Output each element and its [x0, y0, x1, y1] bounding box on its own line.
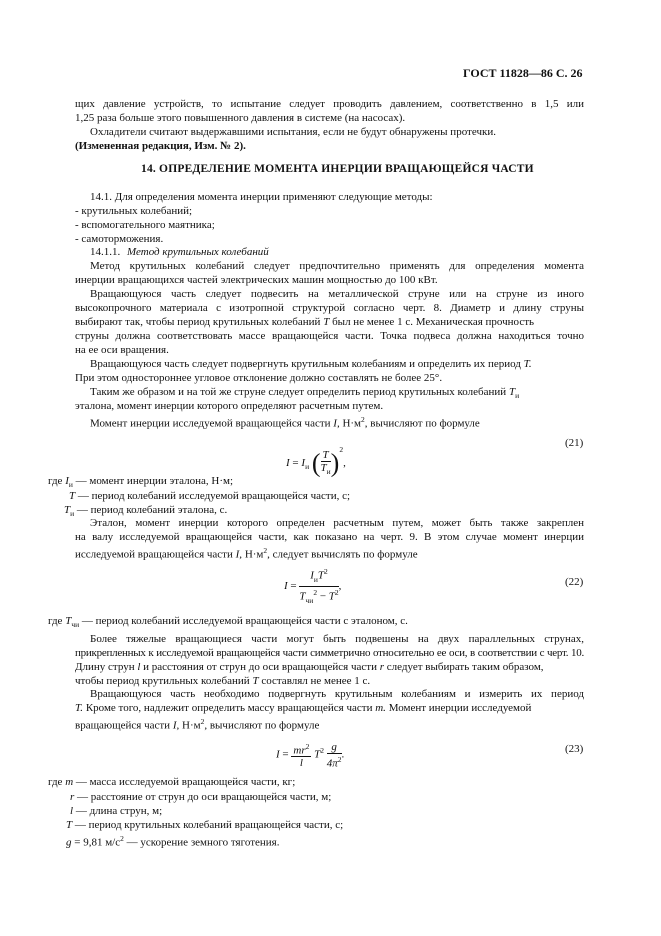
text-span: где — [48, 776, 63, 788]
symbol-m: m. — [375, 702, 386, 714]
equation-23 — [276, 733, 344, 769]
text-line: прикрепленных к исследуемой вращающейся части симметрично относительно ее оси, в соответствии с черт. 10. — [75, 647, 584, 659]
superscript: 2 — [120, 834, 124, 843]
symbol-I: I — [65, 475, 69, 487]
clause-title: Метод крутильных колебаний — [127, 246, 269, 258]
eq-symbol: I — [276, 748, 280, 761]
eq-numerator: g — [327, 741, 342, 754]
symbol-m: m — [65, 776, 74, 788]
eq-denominator — [299, 587, 338, 607]
eq-superscript: 2 — [324, 567, 328, 576]
text-span: выбирают так, чтобы период крутильных колебаний — [75, 316, 321, 328]
definition-line — [48, 775, 295, 789]
equation-22 — [284, 566, 342, 605]
text-span: чтобы период крутильных колебаний — [75, 675, 250, 687]
eq-superscript: 2 — [339, 445, 344, 454]
symbol-T: T — [66, 819, 73, 831]
eq-fraction — [327, 741, 342, 770]
text-span: — длина струн, м; — [75, 805, 163, 817]
symbol-T: T — [69, 490, 76, 502]
eq-numerator: T — [321, 449, 331, 462]
amendment-note: (Измененная редакция, Изм. № 2). — [75, 140, 246, 152]
symbol-T: T — [323, 316, 330, 328]
symbol-T: T. — [523, 358, 532, 370]
clause-14-1: 14.1. Для определения момента инерции применяют следующие методы: — [90, 191, 433, 203]
unit: Н·м — [244, 548, 264, 561]
eq-denominator — [321, 462, 331, 478]
symbol-r: r — [379, 661, 385, 673]
section-heading: 14. ОПРЕДЕЛЕНИЕ МОМЕНТА ИНЕРЦИИ ВРАЩАЮЩЕЙСЯ ЧАСТИ — [141, 163, 534, 175]
eq-fraction — [299, 566, 338, 607]
eq-subscript: и — [326, 467, 331, 477]
eq-subscript: и — [313, 574, 318, 584]
text-span: = 9,81 м/с — [74, 836, 121, 849]
text-span: , следует вычислять по формуле — [267, 548, 418, 561]
text-span: Вращающуюся часть следует подвергнуть крутильным колебаниям и определить их период — [90, 358, 521, 370]
text-line: 1,25 раза больше этого повышенного давления в системе (на насосах). — [75, 112, 406, 124]
eq-operator: = — [292, 457, 299, 469]
eq-symbol: T — [299, 590, 306, 603]
text-span: — период колебаний исследуемой вращающейся части с эталоном, с. — [81, 615, 408, 627]
eq-symbol: 4π — [326, 757, 338, 770]
subscript: и — [515, 391, 520, 401]
text-line: При этом одностороннее угловое отклонение должно составлять не более 25°. — [75, 372, 443, 384]
eq-symbol: mr — [293, 744, 306, 757]
definition-line — [70, 804, 162, 818]
eq-symbol: T — [328, 590, 335, 603]
subscript: чи — [71, 620, 80, 630]
text-span: составлял не менее 1 с. — [261, 675, 371, 687]
eq-punct: . — [341, 748, 345, 761]
eq-fraction — [291, 741, 311, 770]
clause-14-1-1 — [90, 245, 269, 259]
text-span: , вычисляют по формуле — [204, 719, 320, 732]
symbol-T: T — [508, 386, 516, 398]
text-line: Охладители считают выдержавшими испытания, если не будут обнаружены протечки. — [90, 126, 496, 138]
definition-line — [48, 614, 408, 632]
text-line — [75, 544, 418, 562]
text-span: — масса исследуемой вращающейся части, кг; — [75, 776, 296, 788]
eq-superscript: 2 — [337, 754, 342, 764]
text-span: и расстояния от струн до оси вращающейся части — [143, 661, 377, 673]
eq-punct: , — [338, 579, 342, 592]
definition-line — [66, 832, 279, 850]
text-span: Таким же образом и на той же струне следует определить период крутильных колебаний — [90, 386, 507, 398]
text-line: Вращающуюся часть следует подвесить на металлической струне или на струне из иного — [90, 288, 584, 300]
text-span: где — [48, 475, 63, 487]
subscript: и — [70, 509, 75, 519]
eq-denominator: l — [299, 757, 303, 770]
symbol-T: T — [64, 504, 71, 516]
definition-line — [70, 790, 331, 804]
symbol-r: r — [70, 791, 75, 803]
text-line: Более тяжелые вращающиеся части могут быть подвешены на двух параллельных струнах, — [90, 633, 584, 645]
symbol-T: T — [65, 615, 72, 627]
text-line: на ее оси вращения. — [75, 344, 169, 356]
equation-number: (21) — [565, 437, 584, 449]
right-paren: ) — [330, 448, 340, 478]
text-span: — период крутильных колебаний вращающейся части, с; — [74, 819, 344, 831]
eq-subscript: и — [305, 462, 310, 472]
text-span: Момент инерции исследуемой — [388, 702, 532, 714]
unit: Н·м — [182, 719, 201, 732]
text-span: — момент инерции эталона, Н·м; — [75, 475, 234, 487]
text-line: инерции вращающихся частей электрических машин мощностью до 100 кВт. — [75, 274, 438, 286]
eq-fraction — [321, 449, 331, 478]
text-line: струны должна соответствовать массе вращающейся части. Точка подвеса должна находиться точно — [75, 330, 584, 342]
text-span: где — [48, 615, 63, 627]
symbol-l: l — [137, 661, 141, 673]
text-line: эталона, момент инерции которого определяют расчетным путем. — [75, 400, 384, 412]
symbol-I: I, — [333, 417, 340, 430]
page-header: ГОСТ 11828—86 С. 26 — [463, 66, 583, 80]
equation-21 — [286, 430, 346, 478]
text-span: исследуемой вращающейся части — [75, 548, 233, 561]
eq-symbol: T — [314, 748, 321, 761]
eq-superscript: 2 — [320, 746, 324, 755]
text-span: Длину струн — [75, 661, 135, 673]
text-line — [75, 315, 534, 329]
text-span: был не менее 1 с. Механическая прочность — [332, 316, 535, 328]
text-line: Эталон, момент инерции которого определен расчетным путем, может быть также закреплен — [90, 517, 584, 529]
text-span: — период колебаний исследуемой вращающейся части, с; — [77, 490, 351, 502]
text-line — [75, 674, 370, 688]
eq-symbol: I — [284, 579, 288, 592]
eq-superscript: 2 — [313, 587, 318, 597]
eq-superscript: 2 — [334, 587, 339, 597]
equation-number: (23) — [565, 743, 584, 755]
text-span: Кроме того, надлежит определить массу вращающейся части — [85, 702, 373, 714]
eq-symbol: T — [317, 569, 325, 582]
left-paren: ( — [311, 448, 321, 478]
text-span: — период колебаний эталона, с. — [76, 504, 228, 516]
symbol-T: T — [252, 675, 259, 687]
symbol-g: g — [66, 836, 72, 849]
eq-punct: , — [343, 457, 346, 469]
eq-operator: = — [282, 748, 289, 761]
list-item: - вспомогательного маятника; — [75, 219, 215, 231]
text-span: следует выбирать таким образом, — [386, 661, 544, 673]
text-span: Момент инерции исследуемой вращающейся части — [90, 417, 331, 430]
list-item: - крутильных колебаний; — [75, 205, 193, 217]
eq-symbol: I — [310, 569, 314, 582]
text-line — [90, 357, 532, 371]
text-line — [75, 701, 531, 715]
eq-operator: − — [319, 590, 327, 603]
text-line — [75, 660, 544, 674]
definition-line — [69, 489, 350, 503]
text-span: вращающейся части — [75, 719, 171, 732]
symbol-I: I, — [235, 548, 243, 561]
eq-operator: = — [290, 579, 297, 592]
text-line: Метод крутильных колебаний следует предпочтительно применять для определения момента — [90, 260, 584, 272]
superscript: 2 — [361, 415, 365, 424]
text-line: высокопрочного материала с изотропной структурой согласно черт. 8. Диаметр и длину струны — [75, 302, 584, 314]
text-line — [90, 413, 480, 431]
eq-numerator — [291, 741, 311, 758]
eq-symbol: T — [320, 461, 327, 474]
text-line: на валу исследуемой вращающейся части, как показано на черт. 9. В этом случае момент инерции — [75, 531, 584, 543]
symbol-l: l — [70, 805, 74, 817]
text-span: — расстояние от струн до оси вращающейся части, м; — [77, 791, 332, 803]
eq-superscript: 2 — [305, 741, 310, 751]
text-line: щих давление устройств, то испытание следует проводить давлением, соответственно в 1,5 или — [75, 98, 584, 110]
eq-subscript: чи — [305, 595, 314, 605]
definition-line — [66, 818, 343, 832]
text-span: — ускорение земного тяготения. — [126, 836, 280, 849]
symbol-T: T. — [75, 702, 84, 714]
subscript: и — [68, 480, 73, 490]
equation-number: (22) — [565, 576, 584, 588]
text-span: , вычисляют по формуле — [364, 417, 480, 430]
eq-denominator — [327, 754, 342, 770]
superscript: 2 — [200, 717, 205, 726]
eq-numerator — [299, 566, 338, 587]
eq-symbol: I — [301, 457, 306, 469]
symbol-I: I, — [172, 719, 180, 732]
eq-symbol: I — [286, 457, 290, 469]
unit: Н·м — [342, 417, 362, 430]
list-item: - самоторможения. — [75, 233, 164, 245]
text-line: Вращающуюся часть необходимо подвергнуть крутильным колебаниям и измерить их период — [90, 688, 584, 700]
clause-number: 14.1.1. — [90, 246, 121, 258]
superscript: 2 — [263, 546, 268, 555]
text-line — [75, 715, 319, 733]
